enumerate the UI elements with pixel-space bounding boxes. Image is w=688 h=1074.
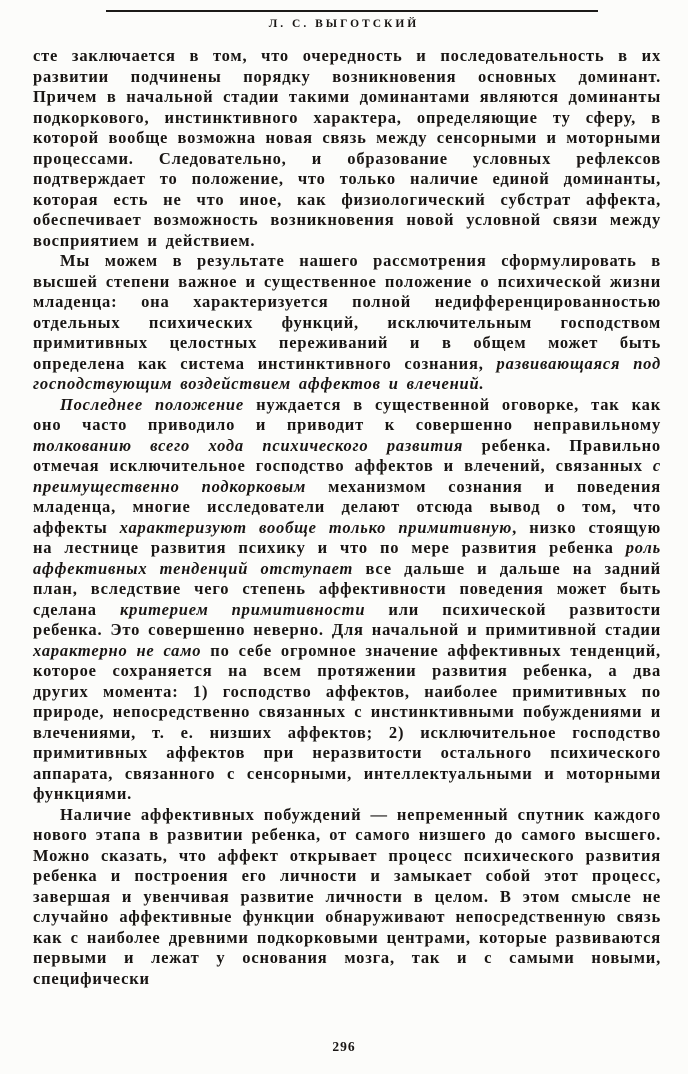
header-divider (106, 10, 598, 12)
text-segment-italic: развивающаяся под господствующим воздействием аффектов и влечений. (33, 353, 661, 393)
text-segment: Наличие аффективных побуждений — непременный спутник каждого нового этапа в развитии ребенка, от самого низшего до самого высшего. Можно сказать, что аффект открывает процесс психического развития ребенка и построения его личности и замыкает собой этот процесс, завершая и увенчивая развитие личности в целом. В этом смысле не случайно аффективные функции обнаруживают непосредственную связь как с наиболее древними подкорковыми центрами, которые развиваются первыми и лежат у основания мозга, так и с самыми новыми, специфически (33, 804, 661, 988)
text-body (33, 46, 661, 989)
text-segment: Мы можем в результате нашего рассмотрения сформулировать в высшей степени важное и существенное положение о психической жизни младенца: она характеризуется полной недифференцированностью отдельных психических функций, исключительным господством примитивных целостных переживаний и в общем может быть определена как система инстинктивного сознания, (33, 251, 661, 373)
text-segment-italic: характерно не само (33, 640, 202, 660)
paragraph (33, 46, 661, 251)
paragraph (33, 395, 661, 805)
text-segment: все дальше и дальше на задний план, вследствие чего степень аффективности поведения может быть сделана (33, 558, 661, 619)
text-segment-italic: толкованию всего хода психического развития (33, 435, 464, 455)
text-segment-italic: Последнее положение (60, 394, 245, 414)
text-segment: нуждается в существенной оговорке, так как оно часто приводило и приводит к совершенно неправильному (33, 394, 662, 434)
text-segment-italic: с преимущественно подкорковым (33, 456, 661, 496)
paragraph (33, 805, 661, 990)
text-segment-italic: роль аффективных тенденций отступает (33, 538, 661, 578)
text-segment: сте заключается в том, что очередность и последовательность в их развитии подчинены порядку возникновения основных доминант. Причем в начальной стадии такими доминантами являются доминанты подкоркового, инстинктивного характера, определяющие ту сферу, в которой вообще возможна новая связь между сенсорными и моторными процессами. Следовательно, и образование условных рефлексов подтверждает то положение, что только наличие единой доминанты, которая есть не что иное, как физиологический субстрат аффекта, обеспечивает возможность возникновения новой условной связи между восприятием и действием. (33, 46, 661, 250)
text-segment: , низко стоящую на лестнице развития психику и что по мере развития ребенка (33, 517, 661, 557)
text-segment: механизмом сознания и поведения младенца, многие исследователи делают отсюда вывод о том, что аффекты (33, 476, 661, 537)
text-segment: или психической развитости ребенка. Это совершенно неверно. Для начальной и примитивной стадии (33, 599, 661, 639)
paragraph (33, 251, 661, 395)
page-number: 296 (332, 1039, 356, 1054)
text-segment: по себе огромное значение аффективных тенденций, которое сохраняется на всем протяжении развития ребенка, а два других момента: 1) господство аффектов, наиболее примитивных по природе, непосредственно связанных с инстинктивными побуждениями и влечениями, т. е. низших аффектов; 2) исключительное господство примитивных аффектов при неразвитости остального психического аппарата, связанного с сенсорными, интеллектуальными и моторными функциями. (33, 640, 661, 803)
text-segment-italic: характеризуют вообще только примитивную (119, 517, 513, 537)
text-segment: ребенка. Правильно отмечая исключительное господство аффектов и влечений, связанных (33, 435, 661, 475)
running-header-author: Л. С. ВЫГОТСКИЙ (268, 18, 420, 30)
text-segment-italic: критерием примитивности (119, 599, 366, 619)
